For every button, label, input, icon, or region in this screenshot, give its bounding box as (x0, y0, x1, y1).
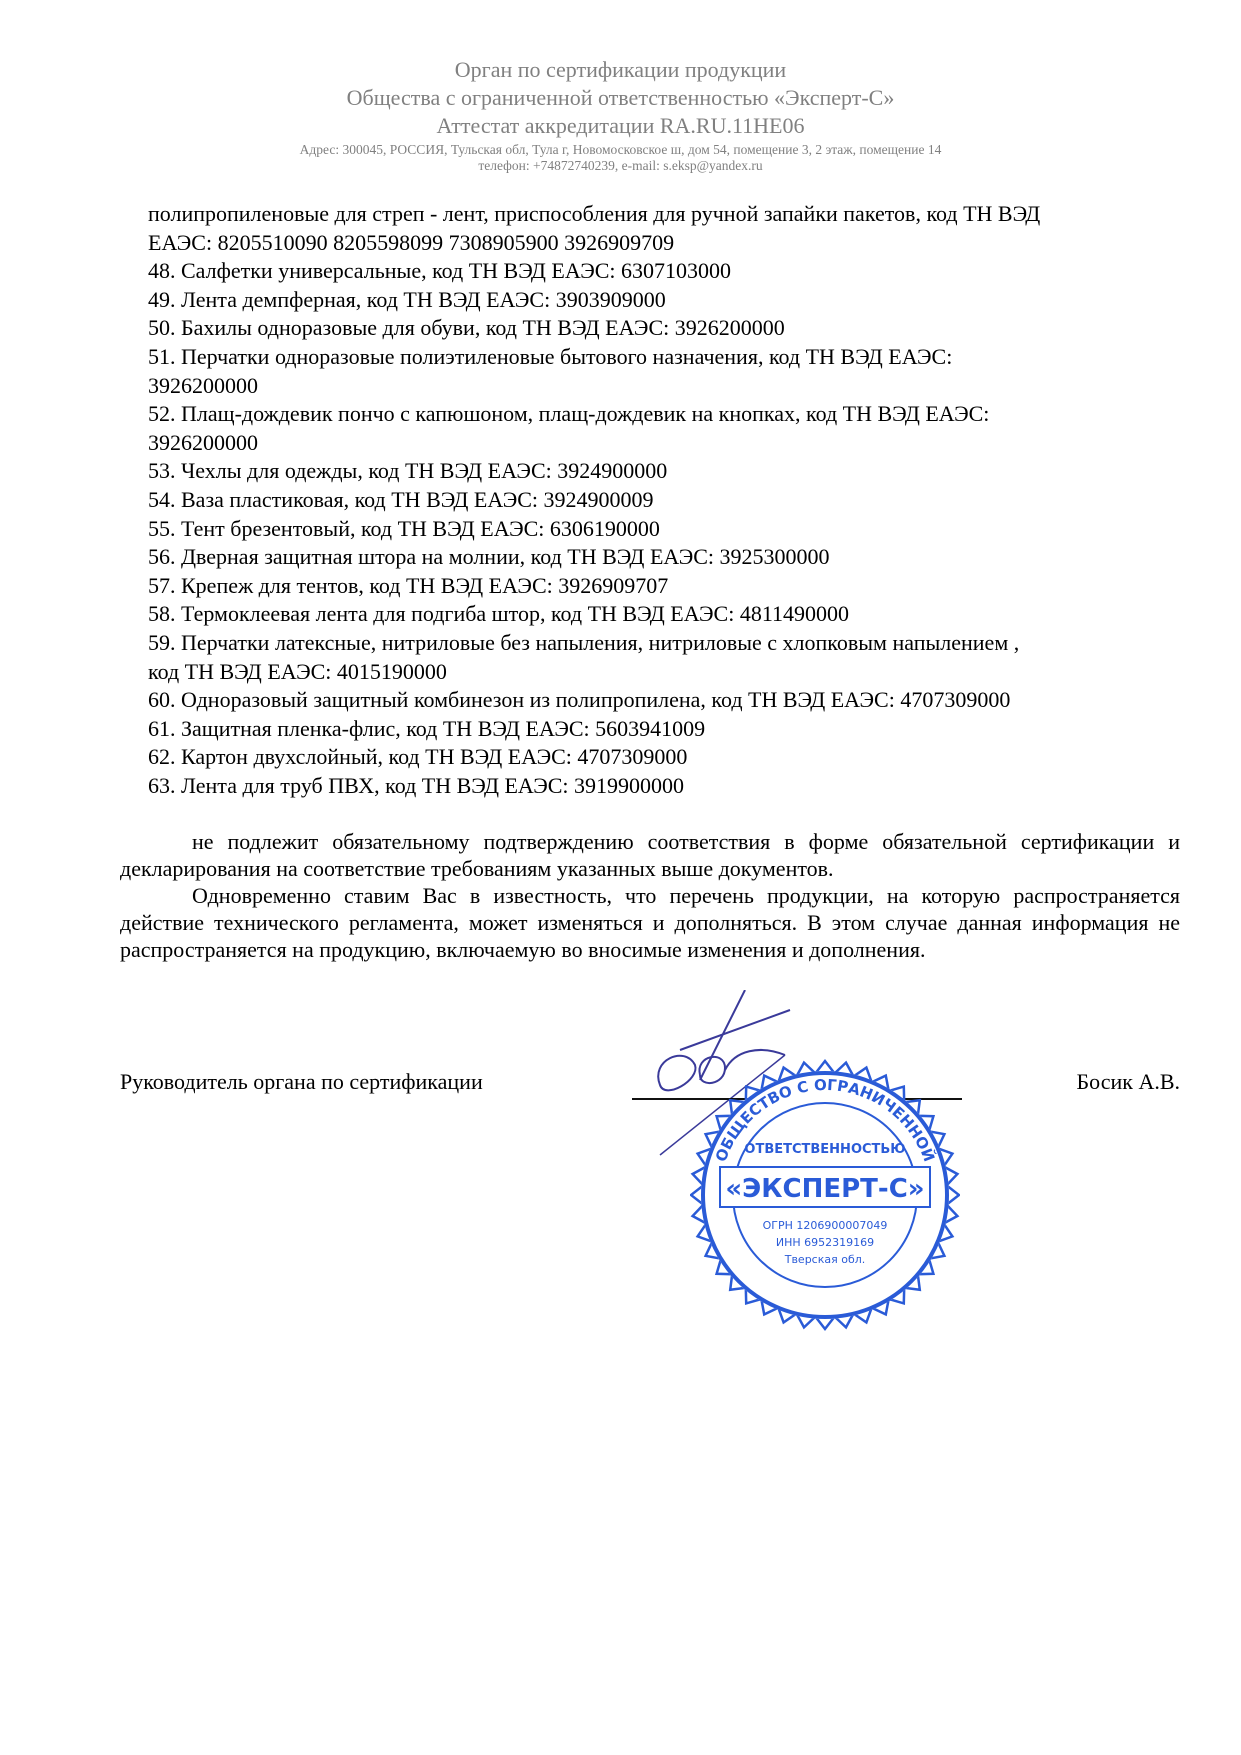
list-continuation: полипропиленовые для стреп - лент, приспособления для ручной запайки пакетов, код ТН ВЭД (148, 201, 1041, 226)
list-item: 56. Дверная защитная штора на молнии, код ТН ВЭД ЕАЭС: 3925300000 (148, 544, 830, 570)
list-items (148, 257, 1180, 800)
letter-body (120, 200, 1180, 963)
list-item: 63. Лента для труб ПВХ, код ТН ВЭД ЕАЭС: 3919900000 (148, 772, 685, 798)
company-name: Общества с ограниченной ответственностью «Эксперт-С» (346, 85, 895, 110)
list-item: 51. Перчатки одноразовые полиэтиленовые бытового назначения, код ТН ВЭД ЕАЭС: (148, 343, 953, 369)
company-stamp (690, 1045, 960, 1335)
list-item: 61. Защитная пленка-флис, код ТН ВЭД ЕАЭС: 5603941009 (148, 715, 706, 741)
signer-name: Босик А.В. (1076, 1069, 1180, 1094)
accreditation: Аттестат аккредитации RA.RU.11НЕ06 (436, 113, 805, 138)
stamp-region: Тверская обл. (784, 1253, 866, 1266)
list-item: 57. Крепеж для тентов, код ТН ВЭД ЕАЭС: 3926909707 (148, 572, 669, 598)
list-item: 48. Салфетки универсальные, код ТН ВЭД ЕАЭС: 6307103000 (148, 258, 731, 284)
contact-info: телефон: +74872740239, e-mail: s.eksp@yandex.ru (478, 158, 763, 173)
paragraph-1: не подлежит обязательному подтверждению соответствия в форме обязательной сертификации и декларирования на соответствие требованиям указанных выше документов. (120, 829, 1180, 882)
list-item: 58. Термоклеевая лента для подгиба штор, код ТН ВЭД ЕАЭС: 4811490000 (148, 601, 850, 627)
list-item: 54. Ваза пластиковая, код ТН ВЭД ЕАЭС: 3924900009 (148, 486, 654, 512)
list-item-continuation: код ТН ВЭД ЕАЭС: 4015190000 (148, 658, 447, 684)
stamp-arc-textpath: ОБЩЕСТВО С ОГРАНИЧЕННОЙ (711, 1075, 939, 1165)
list-item: 55. Тент брезентовый, код ТН ВЭД ЕАЭС: 6306190000 (148, 515, 660, 541)
body-text (120, 828, 1180, 963)
product-list (148, 200, 1180, 800)
list-item-continuation: 3926200000 (148, 372, 258, 398)
stamp-line1: ОТВЕТСТВЕННОСТЬЮ (744, 1142, 906, 1157)
list-continuation: ЕАЭС: 8205510090 8205598099 7308905900 3926909709 (148, 229, 675, 255)
letterhead (0, 56, 1241, 174)
list-item: 62. Картон двухслойный, код ТН ВЭД ЕАЭС: 4707309000 (148, 744, 688, 770)
list-item-continuation: 3926200000 (148, 429, 258, 455)
list-item: 50. Бахилы одноразовые для обуви, код ТН ВЭД ЕАЭС: 3926200000 (148, 315, 785, 341)
stamp-ogrn: ОГРН 1206900007049 (762, 1219, 888, 1232)
address: Адрес: 300045, РОССИЯ, Тульская обл, Тула г, Новомосковское ш, дом 54, помещение 3, 2 этаж, помещение 14 (299, 142, 942, 157)
list-item: 59. Перчатки латексные, нитриловые без напыления, нитриловые с хлопковым напылением , (148, 629, 1020, 655)
signer-title: Руководитель органа по сертификации (120, 1069, 483, 1094)
stamp-inn: ИНН 6952319169 (775, 1236, 875, 1249)
list-item: 60. Одноразовый защитный комбинезон из полипропилена, код ТН ВЭД ЕАЭС: 4707309000 (148, 687, 1011, 713)
list-item: 52. Плащ-дождевик пончо с капюшоном, плащ-дождевик на кнопках, код ТН ВЭД ЕАЭС: (148, 401, 990, 427)
paragraph-2: Одновременно ставим Вас в известность, что перечень продукции, на которую распространяется действие технического регламента, может изменяться и дополняться. В этом случае данная информация не распространяется на продукцию, включаемую во вносимые изменения и дополнения. (120, 883, 1180, 963)
list-item: 49. Лента демпферная, код ТН ВЭД ЕАЭС: 3903909000 (148, 286, 666, 312)
list-item: 53. Чехлы для одежды, код ТН ВЭД ЕАЭС: 3924900000 (148, 458, 668, 484)
stamp-main-text: «ЭКСПЕРТ-С» (725, 1174, 925, 1204)
org-name: Орган по сертификации продукции (454, 57, 787, 82)
